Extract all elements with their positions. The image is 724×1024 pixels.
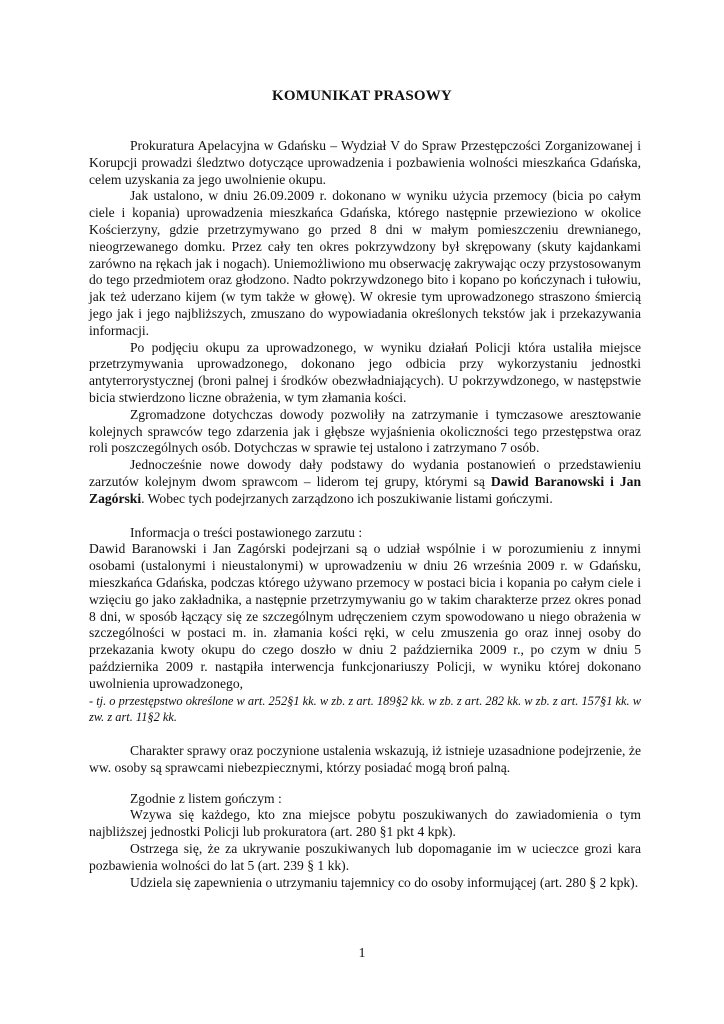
document-title: KOMUNIKAT PRASOWY [272,88,452,104]
spacer [89,777,641,791]
paragraph-findings: Jak ustalono, w dniu 26.09.2009 r. dokonano w wyniku użycia przemocy (bicia po całym ciele i kopania) uprowadzenia mieszkańca Gdańska, którego następnie przewieziono w okolice Kościerzyny, gdzie przetrzymywano go przed 8 dni w małym pomieszczeniu drewnianego, nieogrzewanego domku. Przez cały ten okres pokrzywdzony był skrępowany (skuty kajdankami zarówno na rękach jak i nogach). Uniemożliwiono mu obserwację zakrywając oczy przystosowanym do tego przedmiotem oraz głodzono. Nadto pokrzywdzonego bito i kopano po kończynach i tułowiu, jak też uderzano kijem (w tym także w głowę). W okresie tym uprowadzonego straszono śmiercią jego jak i jego najbliższych, zmuszano do wypowiadania określonych tekstów jak i przekazywania informacji. [89,188,641,338]
paragraph-intro: Prokuratura Apelacyjna w Gdańsku – Wydział V do Spraw Przestępczości Zorganizowanej i Korupcji prowadzi śledztwo dotyczące uprowadzenia i pozbawienia wolności mieszkańca Gdańska, celem uzyskania za jego uwolnienie okupu. [89,138,641,187]
suspect-names: Dawid Baranowski i Jan Zagórski [89,473,642,506]
paragraph-charge-heading: Informacja o treści postawionego zarzutu : [130,524,363,540]
paragraph-legal-basis: - tj. o przestępstwo określone w art. 252§1 kk. w zb. z art. 189§2 kk. w zb. z art. 282 kk. w zb. z art. 157§1 kk. w zw. z art. 11§2 kk. [89,693,641,725]
paragraph-rescue: Po podjęciu okupu za uprowadzonego, w wyniku działań Policji która ustaliła miejsce przetrzymywania uprowadzonego, dokonano jego odbicia przy wykorzystaniu jednostki antyterrorystycznej (broni palnej i środków obezwładniających). U pokrzywdzonego, w następstwie bicia stwierdzono liczne obrażenia, w tym złamania kości. [89,339,641,405]
spacer [89,508,641,525]
paragraph-call-to-report: Wzywa się każdego, kto zna miejsce pobytu poszukiwanych do zawiadomienia o tym najbliższej jednostki Policji lub prokuratora (art. 280 §1 pkt 4 kpk). [89,807,641,840]
spacer [89,726,641,743]
paragraph-danger-note: Charakter sprawy oraz poczynione ustalenia wskazują, iż istnieje uzasadnione podejrzenie, że ww. osoby są sprawcami niebezpiecznymi, którzy posiadać mogą broń palną. [89,743,641,775]
paragraph-charge-content: Dawid Baranowski i Jan Zagórski podejrzani są o udział wspólnie i w porozumieniu z innymi osobami (ustalonymi i nieustalonymi) w uprowadzeniu w dniu 26 września 2009 r. w Gdańsku, mieszkańca Gdańska, podczas którego używano przemocy w postaci bicia i kopania po całym ciele i wzięciu go jako zakładnika, a następnie przetrzymywaniu go w takim charakterze przez okres ponad 8 dni, w sposób łączący się ze szczególnym udręczeniem czym spowodowano u niego obrażenia w szczególności w postaci m. in. złamania kości ręki, w celu zmuszenia go oraz innej osoby do przekazania kwoty okupu do czego doszło w dniu 2 października 2009 r., po czym w dniu 5 października 2009 r. nastąpiła interwencja funkcjonariuszy Policji, w wyniku której dokonano uwolnienia uprowadzonego, [89,541,641,691]
paragraph-evidence: Zgromadzone dotychczas dowody pozwoliły na zatrzymanie i tymczasowe aresztowanie kolejnych sprawców tego zdarzenia jak i głębsze wyjaśnienia okoliczności tego przestępstwa oraz roli poszczególnych osób. Dotychczas w sprawie tej ustalono i zatrzymano 7 osób. [89,406,641,456]
paragraph-charges [89,457,641,507]
charges-text-end: . Wobec tych podejrzanych zarządzono ich poszukiwanie listami gończymi. [141,490,553,506]
page-number: 1 [358,946,366,961]
paragraph-warrant-heading: Zgodnie z listem gończym : [130,790,282,806]
document-body [89,138,641,891]
charges-text-start: Jednocześnie nowe dowody dały podstawy do wydania postanowień o przedstawieniu zarzutów kolejnym dwom sprawcom – liderom tej grupy, którymi są [89,457,641,489]
paragraph-warning: Ostrzega się, że za ukrywanie poszukiwanych lub dopomaganie im w ucieczce grozi kara pozbawienia wolności do lat 5 (art. 239 § 1 kk). [89,841,641,873]
paragraph-confidentiality: Udziela się zapewnienia o utrzymaniu tajemnicy co do osoby informującej (art. 280 § 2 kpk). [130,874,639,890]
